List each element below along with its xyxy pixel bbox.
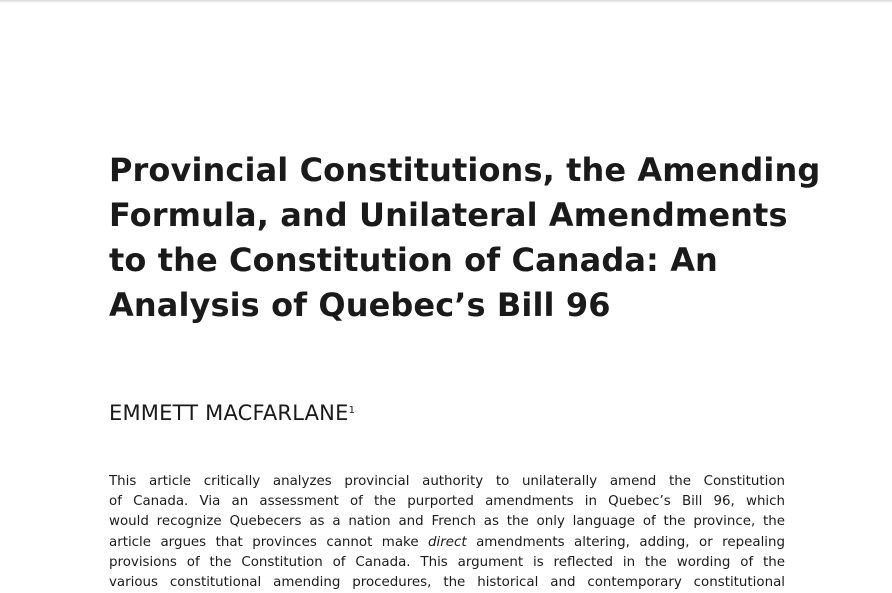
page-top-edge [0, 0, 892, 3]
title-line: to the Constitution of Canada: An [109, 241, 718, 279]
abstract-line [109, 533, 785, 553]
abstract [109, 472, 785, 593]
title-line: Analysis of Quebec’s Bill 96 [109, 286, 611, 324]
title-line: Provincial Constitutions, the Amending [109, 151, 821, 189]
abstract-line: various constitutional amending procedures, the historical and contemporary constitutional [109, 575, 785, 591]
abstract-text: article argues that provinces cannot make [109, 534, 429, 550]
title-line: Formula, and Unilateral Amendments [109, 196, 788, 234]
article-title [109, 148, 821, 328]
abstract-text: amendments altering, adding, or repealing [466, 534, 785, 550]
abstract-line: provisions of the Constitution of Canada. This argument is reflected in the wording of the [109, 554, 785, 570]
abstract-line: would recognize Quebecers as a nation and French as the only language of the province, the [109, 514, 785, 530]
author-byline [109, 399, 355, 427]
abstract-line: of Canada. Via an assessment of the purported amendments in Quebec’s Bill 96, which [109, 494, 785, 510]
abstract-line: This article critically analyzes provincial authority to unilaterally amend the Constitution [109, 474, 785, 489]
footnote-marker[interactable]: 1 [348, 405, 356, 416]
abstract-emphasis: direct [428, 534, 467, 550]
author-name: EMMETT MACFARLANE [109, 401, 349, 425]
